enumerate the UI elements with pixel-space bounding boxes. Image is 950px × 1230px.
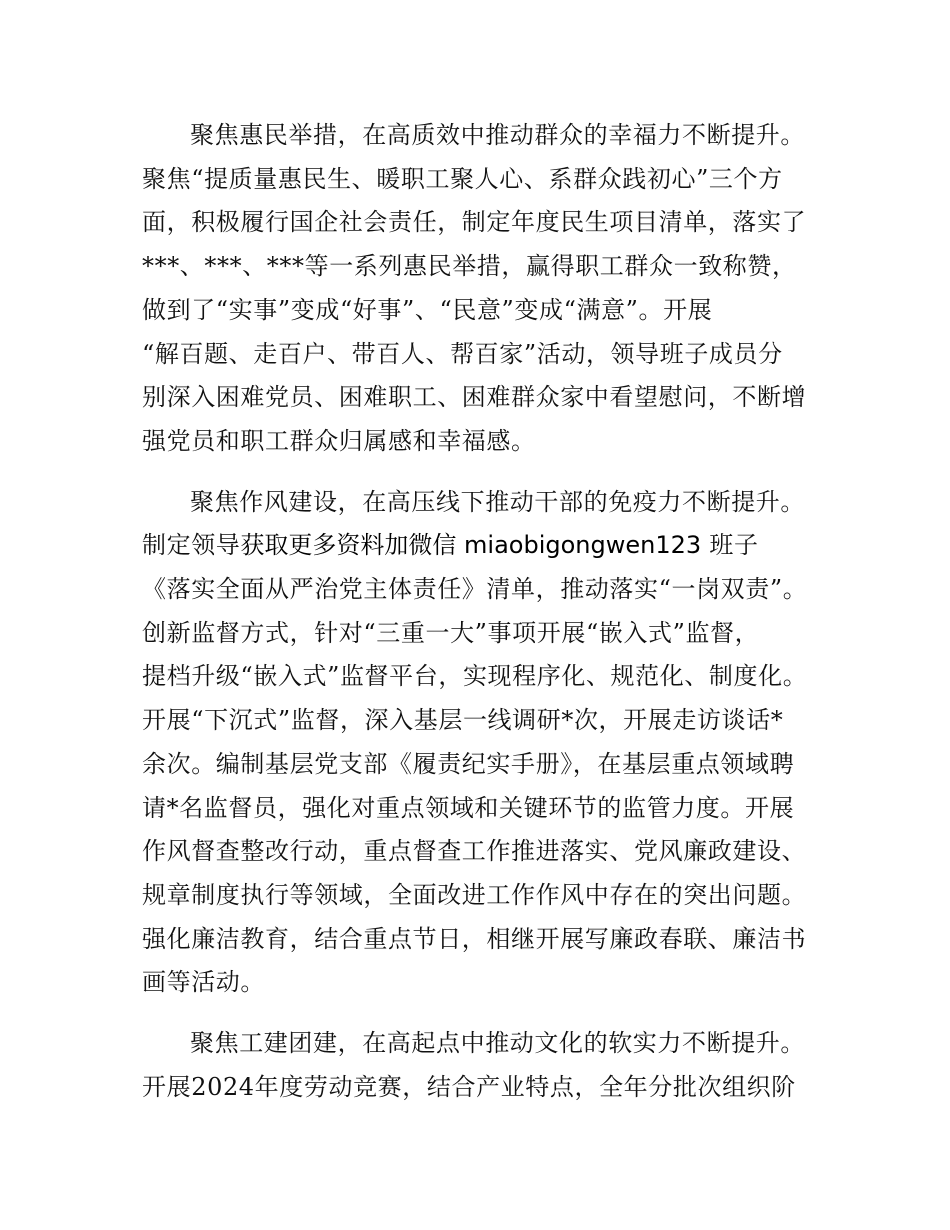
paragraph-text-after: 班子 《落实全面从严治党主体责任》清单，推动落实“一岗双责”。 创新监督方式，针对“三重一大”事项开展“嵌入式”监督， 提档升级“嵌入式”监督平台，实现程序化、规范化、制度化。 开展“下沉式”监督，深入基层一线调研*次，开展走访谈话* 余次。编制基层党支部《履责纪实手册》，在基层重点领域聘 请*名监督员，强化对重点领域和关键环节的监管力度。开展 作风督查整改行动，重点督查工作推进落实、党风廉政建设、 规章制度执行等领域，全面改进工作作风中存在的突出问题。 强化廉洁教育，结合重点节日，相继开展写廉政春联、廉洁书 画等活动。 xyxy=(142,531,808,997)
document-body xyxy=(142,114,822,1126)
paragraph-work-style xyxy=(142,481,822,1005)
watermark-text: 获取更多资料加微信 miaobigongwen123 xyxy=(240,531,702,560)
paragraph-text-before: 聚焦作风建设，在高压线下推动干部的免疫力不断提升。 制定领导 xyxy=(142,487,805,560)
paragraph-union-league: 聚焦工建团建，在高起点中推动文化的软实力不断提升。 开展2024年度劳动竞赛，结合产业特点，全年分批次组织阶 xyxy=(142,1029,805,1101)
paragraph-livelihood: 聚焦惠民举措，在高质效中推动群众的幸福力不断提升。 聚焦“提质量惠民生、暖职工聚人心、系群众践初心”三个方 面，积极履行国企社会责任，制定年度民生项目清单，落实了 ***、***、***等一系列惠民举措，赢得职工群众一致称赞， 做到了“实事”变成“好事”、“民意”变成“满意”。开展 “解百题、走百户、带百人、帮百家”活动，领导班子成员分 别深入困难党员、困难职工、困难群众家中看望慰问，不断增 强党员和职工群众归属感和幸福感。 xyxy=(142,121,807,455)
